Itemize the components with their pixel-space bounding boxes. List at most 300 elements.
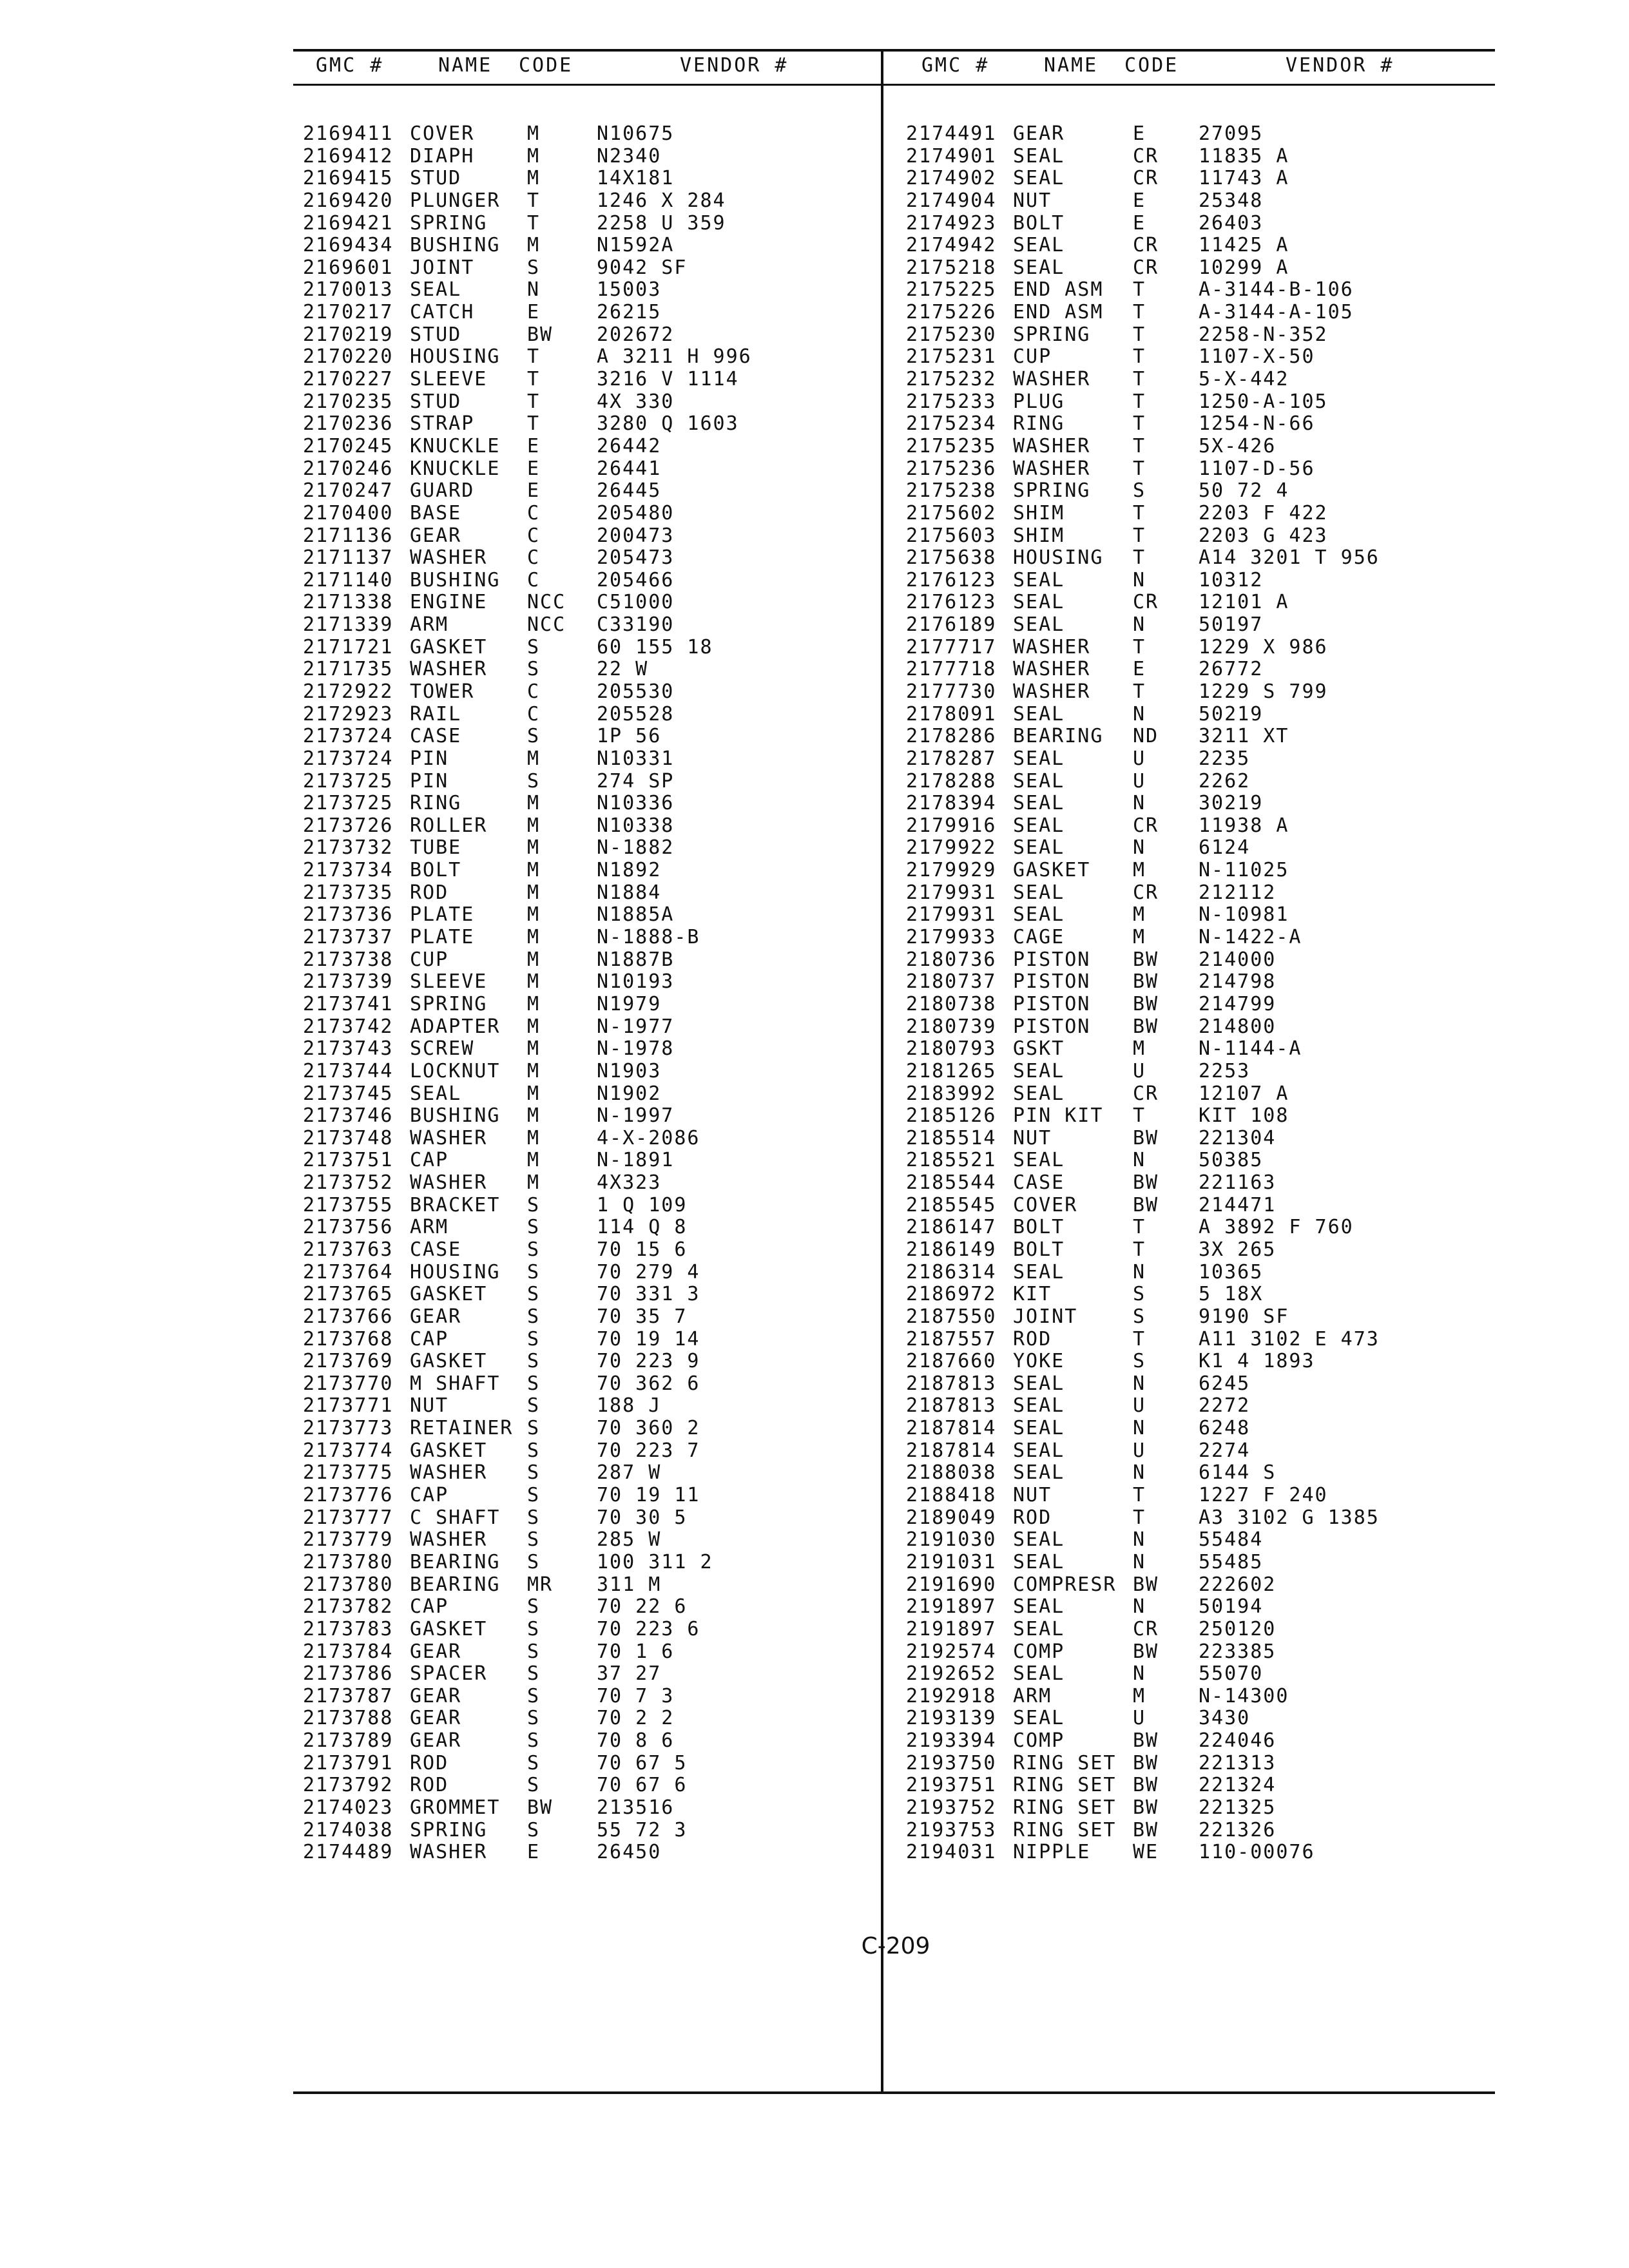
cell-name: BUSHING bbox=[410, 234, 501, 257]
table-row bbox=[0, 1261, 1629, 1283]
cell-code: ND bbox=[1133, 725, 1159, 748]
cell-code: N bbox=[1133, 1260, 1146, 1283]
cell-vendor: 2258-N-352 bbox=[1199, 323, 1328, 346]
cell-name: CAP bbox=[410, 1595, 449, 1619]
cell-gmc: 2175226 bbox=[906, 301, 997, 324]
cell-name: SEAL bbox=[1013, 792, 1065, 815]
cell-gmc: 2178288 bbox=[906, 769, 997, 793]
cell-code: NCC bbox=[527, 613, 566, 637]
cell-name: WASHER bbox=[410, 1126, 488, 1149]
table-row bbox=[0, 345, 1629, 368]
cell-code: T bbox=[1133, 412, 1146, 436]
cell-vendor: 205466 bbox=[597, 568, 675, 591]
cell-gmc: 2173724 bbox=[303, 747, 394, 770]
table-row bbox=[0, 479, 1629, 502]
cell-code: T bbox=[1133, 680, 1146, 703]
cell-gmc: 2172923 bbox=[303, 702, 394, 726]
cell-vendor: 100 311 2 bbox=[597, 1550, 713, 1573]
cell-code: N bbox=[1133, 1550, 1146, 1573]
cell-code: T bbox=[527, 412, 541, 436]
cell-code: T bbox=[1133, 323, 1146, 346]
cell-name: WASHER bbox=[1013, 635, 1091, 658]
cell-code: T bbox=[527, 345, 541, 369]
cell-name: WASHER bbox=[1013, 658, 1091, 681]
cell-vendor: 26442 bbox=[597, 434, 662, 457]
cell-gmc: 2173734 bbox=[303, 859, 394, 882]
cell-gmc: 2185545 bbox=[906, 1193, 997, 1216]
cell-name: BEARING bbox=[410, 1550, 501, 1573]
table-row bbox=[0, 1461, 1629, 1484]
cell-vendor: 214471 bbox=[1199, 1193, 1277, 1216]
cell-vendor: 70 30 5 bbox=[597, 1506, 688, 1529]
cell-name: CAP bbox=[410, 1327, 449, 1350]
table-row bbox=[0, 1305, 1629, 1328]
cell-name: WASHER bbox=[1013, 680, 1091, 703]
table-row bbox=[0, 502, 1629, 524]
cell-vendor: 3430 bbox=[1199, 1707, 1251, 1730]
cell-code: N bbox=[1133, 836, 1146, 860]
cell-gmc: 2173791 bbox=[303, 1751, 394, 1774]
cell-vendor: N10193 bbox=[597, 970, 675, 994]
cell-gmc: 2173764 bbox=[303, 1260, 394, 1283]
table-row bbox=[0, 1194, 1629, 1216]
cell-vendor: 70 15 6 bbox=[597, 1238, 688, 1261]
cell-gmc: 2170220 bbox=[303, 345, 394, 369]
cell-gmc: 2170227 bbox=[303, 368, 394, 391]
cell-gmc: 2173736 bbox=[303, 903, 394, 927]
cell-code: S bbox=[527, 1640, 541, 1663]
cell-name: END ASM bbox=[1013, 301, 1104, 324]
cell-code: M bbox=[527, 903, 541, 927]
table-row bbox=[0, 636, 1629, 658]
cell-gmc: 2171339 bbox=[303, 613, 394, 637]
cell-gmc: 2173786 bbox=[303, 1662, 394, 1686]
cell-code: T bbox=[1133, 301, 1146, 324]
cell-gmc: 2170236 bbox=[303, 412, 394, 436]
cell-name: LOCKNUT bbox=[410, 1059, 501, 1082]
table-row bbox=[0, 145, 1629, 168]
table-row bbox=[0, 278, 1629, 301]
cell-code: U bbox=[1133, 1394, 1146, 1418]
table-row bbox=[0, 926, 1629, 948]
table-row bbox=[0, 1774, 1629, 1796]
cell-name: ROD bbox=[1013, 1327, 1052, 1350]
cell-gmc: 2180736 bbox=[906, 948, 997, 971]
cell-vendor: 3280 Q 1603 bbox=[597, 412, 739, 436]
cell-code: S bbox=[1133, 1283, 1146, 1306]
cell-vendor: 2274 bbox=[1199, 1439, 1251, 1462]
cell-code: S bbox=[1133, 1305, 1146, 1328]
cell-code: T bbox=[1133, 278, 1146, 302]
cell-name: SPRING bbox=[410, 1818, 488, 1841]
cell-name: SPRING bbox=[410, 992, 488, 1015]
table-row bbox=[0, 1640, 1629, 1663]
cell-code: T bbox=[1133, 345, 1146, 369]
cell-vendor: 287 W bbox=[597, 1461, 662, 1485]
cell-name: SEAL bbox=[1013, 234, 1065, 257]
cell-vendor: 4-X-2086 bbox=[597, 1126, 700, 1149]
cell-gmc: 2185544 bbox=[906, 1171, 997, 1195]
cell-gmc: 2187550 bbox=[906, 1305, 997, 1328]
cell-name: END ASM bbox=[1013, 278, 1104, 302]
cell-name: TOWER bbox=[410, 680, 475, 703]
cell-vendor: 9042 SF bbox=[597, 256, 688, 279]
cell-gmc: 2185521 bbox=[906, 1149, 997, 1172]
cell-vendor: 202672 bbox=[597, 323, 675, 346]
table-row bbox=[0, 1528, 1629, 1551]
cell-vendor: A14 3201 T 956 bbox=[1199, 546, 1380, 570]
cell-name: ARM bbox=[1013, 1684, 1052, 1707]
cell-gmc: 2173725 bbox=[303, 792, 394, 815]
table-row bbox=[0, 1618, 1629, 1640]
cell-vendor: 6245 bbox=[1199, 1372, 1251, 1395]
cell-gmc: 2191897 bbox=[906, 1617, 997, 1640]
table-row bbox=[0, 1372, 1629, 1395]
cell-gmc: 2179916 bbox=[906, 814, 997, 837]
cell-gmc: 2173744 bbox=[303, 1059, 394, 1082]
cell-vendor: N1902 bbox=[597, 1082, 662, 1105]
cell-code: E bbox=[527, 479, 541, 503]
cell-code: E bbox=[527, 301, 541, 324]
cell-gmc: 2170247 bbox=[303, 479, 394, 503]
cell-code: C bbox=[527, 702, 541, 726]
cell-code: M bbox=[527, 234, 541, 257]
left-header-name: NAME bbox=[438, 54, 493, 77]
cell-vendor: 11835 A bbox=[1199, 144, 1289, 168]
cell-gmc: 2171136 bbox=[303, 524, 394, 547]
cell-code: S bbox=[527, 635, 541, 658]
cell-gmc: 2178394 bbox=[906, 792, 997, 815]
bottom-rule bbox=[293, 2091, 1495, 2094]
cell-code: E bbox=[527, 457, 541, 480]
cell-code: CR bbox=[1133, 591, 1159, 614]
cell-vendor: 285 W bbox=[597, 1528, 662, 1552]
cell-name: SPRING bbox=[1013, 479, 1091, 503]
left-header-vendor: VENDOR # bbox=[680, 54, 789, 77]
cell-code: S bbox=[527, 1305, 541, 1328]
table-row bbox=[0, 390, 1629, 413]
cell-name: WASHER bbox=[410, 1171, 488, 1195]
cell-vendor: 70 22 6 bbox=[597, 1595, 688, 1619]
cell-vendor: 12107 A bbox=[1199, 1082, 1289, 1105]
cell-gmc: 2178287 bbox=[906, 747, 997, 770]
cell-name: GROMMET bbox=[410, 1796, 501, 1819]
cell-gmc: 2171338 bbox=[303, 591, 394, 614]
cell-code: S bbox=[527, 1372, 541, 1395]
cell-code: S bbox=[527, 1707, 541, 1730]
cell-gmc: 2180739 bbox=[906, 1015, 997, 1038]
cell-name: SEAL bbox=[1013, 1059, 1065, 1082]
cell-code: S bbox=[527, 256, 541, 279]
cell-vendor: N10675 bbox=[597, 122, 675, 145]
cell-vendor: 2253 bbox=[1199, 1059, 1251, 1082]
cell-name: PLATE bbox=[410, 926, 475, 949]
cell-gmc: 2175230 bbox=[906, 323, 997, 346]
cell-gmc: 2169411 bbox=[303, 122, 394, 145]
cell-name: PLUNGER bbox=[410, 189, 501, 212]
cell-vendor: N-1888-B bbox=[597, 926, 700, 949]
cell-code: T bbox=[1133, 1238, 1146, 1261]
left-header-gmc: GMC # bbox=[316, 54, 384, 77]
cell-code: M bbox=[527, 167, 541, 190]
cell-vendor: 70 223 6 bbox=[597, 1617, 700, 1640]
cell-code: M bbox=[527, 1104, 541, 1128]
cell-name: SEAL bbox=[410, 278, 462, 302]
cell-name: WASHER bbox=[1013, 457, 1091, 480]
cell-gmc: 2173774 bbox=[303, 1439, 394, 1462]
cell-code: N bbox=[1133, 613, 1146, 637]
table-row bbox=[0, 1573, 1629, 1596]
cell-gmc: 2172922 bbox=[303, 680, 394, 703]
cell-gmc: 2173783 bbox=[303, 1617, 394, 1640]
cell-gmc: 2173792 bbox=[303, 1774, 394, 1797]
cell-code: M bbox=[527, 992, 541, 1015]
cell-vendor: 250120 bbox=[1199, 1617, 1277, 1640]
cell-gmc: 2176123 bbox=[906, 568, 997, 591]
table-row bbox=[0, 457, 1629, 480]
cell-name: GASKET bbox=[410, 635, 488, 658]
cell-gmc: 2193750 bbox=[906, 1751, 997, 1774]
cell-name: BOLT bbox=[1013, 1216, 1065, 1239]
cell-name: SEAL bbox=[1013, 903, 1065, 927]
cell-code: M bbox=[527, 1126, 541, 1149]
cell-vendor: 223385 bbox=[1199, 1640, 1277, 1663]
cell-vendor: 14X181 bbox=[597, 167, 675, 190]
cell-gmc: 2173745 bbox=[303, 1082, 394, 1105]
cell-code: BW bbox=[1133, 1193, 1159, 1216]
cell-gmc: 2179931 bbox=[906, 903, 997, 927]
table-row bbox=[0, 1394, 1629, 1417]
table-row bbox=[0, 1417, 1629, 1439]
table-row bbox=[0, 703, 1629, 726]
cell-name: SEAL bbox=[1013, 747, 1065, 770]
cell-code: E bbox=[527, 1841, 541, 1864]
cell-code: M bbox=[527, 1082, 541, 1105]
table-row bbox=[0, 1127, 1629, 1149]
cell-vendor: 70 279 4 bbox=[597, 1260, 700, 1283]
cell-vendor: N1979 bbox=[597, 992, 662, 1015]
cell-name: NUT bbox=[410, 1394, 449, 1418]
cell-gmc: 2192918 bbox=[906, 1684, 997, 1707]
cell-vendor: 221325 bbox=[1199, 1796, 1277, 1819]
cell-gmc: 2173787 bbox=[303, 1684, 394, 1707]
left-header-code: CODE bbox=[519, 54, 574, 77]
cell-code: S bbox=[527, 1595, 541, 1619]
table-row bbox=[0, 792, 1629, 814]
table-row bbox=[0, 881, 1629, 904]
table-row bbox=[0, 1796, 1629, 1819]
cell-name: GASKET bbox=[410, 1439, 488, 1462]
table-row bbox=[0, 1037, 1629, 1060]
cell-code: BW bbox=[1133, 1640, 1159, 1663]
cell-name: HOUSING bbox=[1013, 546, 1104, 570]
cell-code: M bbox=[527, 122, 541, 145]
cell-code: CR bbox=[1133, 1617, 1159, 1640]
cell-name: CAP bbox=[410, 1149, 449, 1172]
cell-name: SEAL bbox=[410, 1082, 462, 1105]
cell-vendor: 2258 U 359 bbox=[597, 211, 726, 235]
cell-gmc: 2178286 bbox=[906, 725, 997, 748]
cell-vendor: 212112 bbox=[1199, 881, 1277, 904]
cell-gmc: 2173780 bbox=[303, 1550, 394, 1573]
cell-vendor: A 3892 F 760 bbox=[1199, 1216, 1354, 1239]
cell-code: T bbox=[1133, 1104, 1146, 1128]
cell-code: BW bbox=[1133, 1751, 1159, 1774]
cell-code: S bbox=[527, 1461, 541, 1485]
cell-code: T bbox=[1133, 434, 1146, 457]
cell-name: BEARING bbox=[410, 1573, 501, 1596]
cell-vendor: N-14300 bbox=[1199, 1684, 1289, 1707]
cell-code: C bbox=[527, 568, 541, 591]
cell-code: C bbox=[527, 546, 541, 570]
cell-code: CR bbox=[1133, 256, 1159, 279]
table-row bbox=[0, 368, 1629, 390]
cell-code: S bbox=[1133, 479, 1146, 503]
cell-name: STRAP bbox=[410, 412, 475, 436]
cell-gmc: 2173789 bbox=[303, 1729, 394, 1753]
table-row bbox=[0, 993, 1629, 1015]
cell-name: PLUG bbox=[1013, 390, 1065, 413]
cell-gmc: 2173746 bbox=[303, 1104, 394, 1128]
cell-name: SEAL bbox=[1013, 1260, 1065, 1283]
cell-code: BW bbox=[1133, 1573, 1159, 1596]
table-row bbox=[0, 859, 1629, 881]
cell-code: T bbox=[1133, 1327, 1146, 1350]
cell-name: SEAL bbox=[1013, 1439, 1065, 1462]
cell-gmc: 2187557 bbox=[906, 1327, 997, 1350]
right-header-gmc: GMC # bbox=[921, 54, 990, 77]
cell-name: SEAL bbox=[1013, 1707, 1065, 1730]
cell-gmc: 2173773 bbox=[303, 1417, 394, 1440]
right-header-code: CODE bbox=[1124, 54, 1179, 77]
cell-vendor: 6124 bbox=[1199, 836, 1251, 860]
cell-code: N bbox=[1133, 792, 1146, 815]
table-row bbox=[0, 1439, 1629, 1462]
cell-vendor: 205530 bbox=[597, 680, 675, 703]
cell-code: T bbox=[527, 211, 541, 235]
cell-code: BW bbox=[527, 1796, 554, 1819]
cell-vendor: K1 4 1893 bbox=[1199, 1350, 1315, 1373]
cell-vendor: N1903 bbox=[597, 1059, 662, 1082]
cell-name: PISTON bbox=[1013, 1015, 1091, 1038]
cell-vendor: 26450 bbox=[597, 1841, 662, 1864]
table-row bbox=[0, 1595, 1629, 1618]
cell-name: KIT bbox=[1013, 1283, 1052, 1306]
cell-gmc: 2173738 bbox=[303, 948, 394, 971]
cell-name: GASKET bbox=[410, 1350, 488, 1373]
cell-code: T bbox=[527, 368, 541, 391]
cell-gmc: 2173732 bbox=[303, 836, 394, 860]
cell-vendor: 221304 bbox=[1199, 1126, 1277, 1149]
cell-code: S bbox=[527, 1550, 541, 1573]
cell-gmc: 2170245 bbox=[303, 434, 394, 457]
cell-name: ADAPTER bbox=[410, 1015, 501, 1038]
cell-gmc: 2173742 bbox=[303, 1015, 394, 1038]
cell-code: N bbox=[1133, 702, 1146, 726]
table-row bbox=[0, 1104, 1629, 1127]
cell-vendor: 60 155 18 bbox=[597, 635, 713, 658]
cell-gmc: 2173726 bbox=[303, 814, 394, 837]
cell-name: SEAL bbox=[1013, 591, 1065, 614]
cell-name: WASHER bbox=[410, 1528, 488, 1552]
cell-vendor: N10331 bbox=[597, 747, 675, 770]
table-row bbox=[0, 189, 1629, 212]
cell-gmc: 2170219 bbox=[303, 323, 394, 346]
cell-vendor: N-1422-A bbox=[1199, 926, 1302, 949]
cell-vendor: 4X 330 bbox=[597, 390, 675, 413]
cell-name: SPACER bbox=[410, 1662, 488, 1686]
cell-code: S bbox=[527, 1327, 541, 1350]
cell-vendor: 26215 bbox=[597, 301, 662, 324]
cell-name: ROD bbox=[410, 881, 449, 904]
cell-vendor: 1254-N-66 bbox=[1199, 412, 1315, 436]
cell-gmc: 2173771 bbox=[303, 1394, 394, 1418]
cell-code: M bbox=[1133, 903, 1146, 927]
cell-name: SEAL bbox=[1013, 881, 1065, 904]
table-row bbox=[0, 1238, 1629, 1261]
cell-gmc: 2173752 bbox=[303, 1171, 394, 1195]
cell-gmc: 2173780 bbox=[303, 1573, 394, 1596]
cell-name: SHIM bbox=[1013, 501, 1065, 524]
cell-gmc: 2175236 bbox=[906, 457, 997, 480]
table-row bbox=[0, 658, 1629, 680]
cell-gmc: 2183992 bbox=[906, 1082, 997, 1105]
cell-name: STUD bbox=[410, 167, 462, 190]
cell-code: M bbox=[527, 747, 541, 770]
cell-code: M bbox=[1133, 1684, 1146, 1707]
cell-gmc: 2173788 bbox=[303, 1707, 394, 1730]
table-row bbox=[0, 1171, 1629, 1194]
cell-name: RING SET bbox=[1013, 1796, 1117, 1819]
cell-vendor: N1887B bbox=[597, 948, 675, 971]
cell-name: BOLT bbox=[1013, 1238, 1065, 1261]
cell-code: U bbox=[1133, 1439, 1146, 1462]
cell-gmc: 2173763 bbox=[303, 1238, 394, 1261]
cell-code: N bbox=[1133, 1595, 1146, 1619]
right-header-name: NAME bbox=[1044, 54, 1099, 77]
cell-code: E bbox=[1133, 189, 1146, 212]
cell-gmc: 2193751 bbox=[906, 1774, 997, 1797]
cell-gmc: 2180738 bbox=[906, 992, 997, 1015]
cell-gmc: 2191031 bbox=[906, 1550, 997, 1573]
cell-name: BUSHING bbox=[410, 568, 501, 591]
table-row bbox=[0, 970, 1629, 993]
cell-gmc: 2176123 bbox=[906, 591, 997, 614]
cell-vendor: 214798 bbox=[1199, 970, 1277, 994]
cell-gmc: 2173775 bbox=[303, 1461, 394, 1485]
cell-name: SEAL bbox=[1013, 613, 1065, 637]
cell-gmc: 2173737 bbox=[303, 926, 394, 949]
cell-name: ROLLER bbox=[410, 814, 488, 837]
cell-code: U bbox=[1133, 1707, 1146, 1730]
cell-code: M bbox=[527, 881, 541, 904]
cell-vendor: A-3144-A-105 bbox=[1199, 301, 1354, 324]
table-row bbox=[0, 1729, 1629, 1752]
cell-code: CR bbox=[1133, 167, 1159, 190]
cell-code: S bbox=[527, 658, 541, 681]
cell-vendor: 1229 X 986 bbox=[1199, 635, 1328, 658]
cell-code: BW bbox=[1133, 1818, 1159, 1841]
cell-vendor: 188 J bbox=[597, 1394, 662, 1418]
cell-name: PIN bbox=[410, 747, 449, 770]
cell-gmc: 2178091 bbox=[906, 702, 997, 726]
cell-gmc: 2173755 bbox=[303, 1193, 394, 1216]
cell-gmc: 2170246 bbox=[303, 457, 394, 480]
cell-name: WASHER bbox=[1013, 368, 1091, 391]
cell-code: N bbox=[1133, 1461, 1146, 1485]
cell-gmc: 2179931 bbox=[906, 881, 997, 904]
cell-name: CATCH bbox=[410, 301, 475, 324]
